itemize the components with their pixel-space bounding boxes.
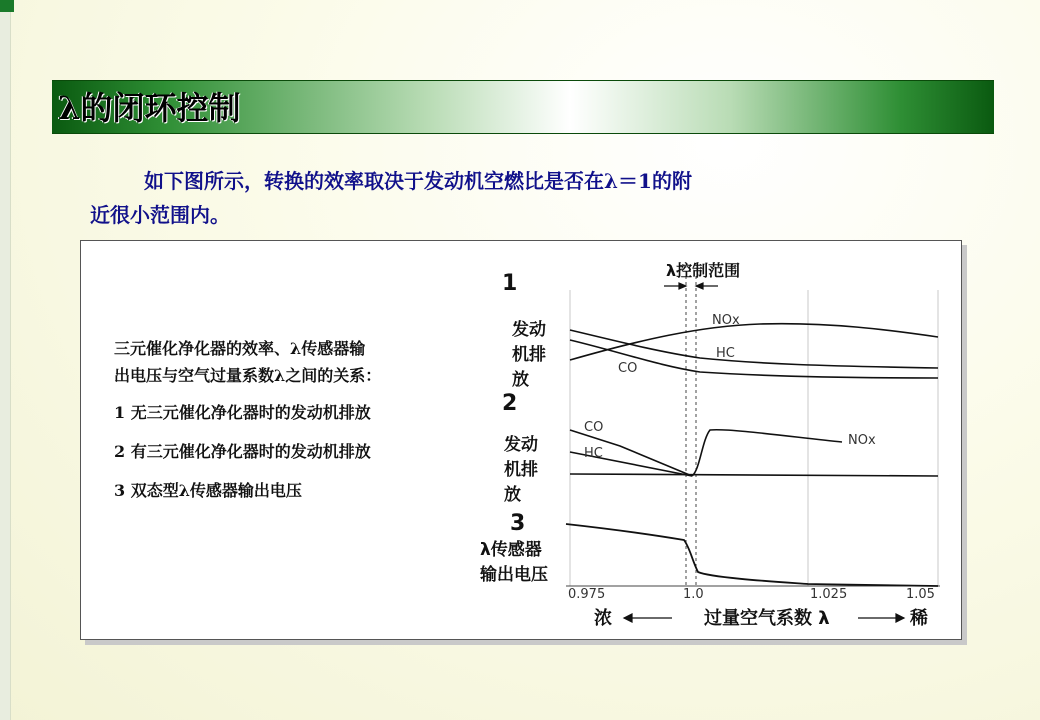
panel-3-ylabel-line-1: λ传感器 (480, 540, 542, 560)
p2-hc-label: HC (584, 446, 603, 461)
axis-rich-label: 浓 (594, 608, 612, 629)
panel-1-ylabel-line-1: 发动 (512, 320, 546, 340)
panel-2-number: 2 (502, 391, 518, 416)
control-range-dashed-lines (686, 276, 696, 586)
x-tick-0975: 0.975 (568, 587, 606, 602)
p1-nox-label: NOx (712, 313, 740, 328)
description-heading-line-1: 三元催化净化器的效率、λ传感器输 (114, 339, 366, 358)
x-tick-1025: 1.025 (810, 587, 848, 602)
panel-2-curves (570, 430, 938, 476)
lean-arrowhead (896, 614, 904, 622)
rich-arrowhead (624, 614, 632, 622)
vertical-gridlines (570, 290, 938, 586)
x-tick-10: 1.0 (683, 587, 704, 602)
intro-line-1: 如下图所示，转换的效率取决于发动机空燃比是否在λ＝1的附 (144, 169, 692, 193)
control-range-arrowhead-right (696, 283, 703, 289)
slide-title: λ的闭环控制 (58, 89, 241, 127)
panel-1-number: 1 (502, 271, 518, 296)
description-item-1: 1 无三元催化净化器时的发动机排放 (114, 403, 371, 422)
p2-nox-label: NOx (848, 433, 876, 448)
control-range-marker (664, 283, 718, 289)
description-heading-line-2: 出电压与空气过量系数λ之间的关系： (114, 366, 382, 385)
panel-1-ylabel-line-2: 机排 (512, 345, 546, 365)
p2-baseline (570, 474, 938, 476)
panel-2-ylabel-line-1: 发动 (504, 435, 538, 455)
axis-lean-label: 稀 (910, 608, 928, 629)
sensor-voltage-curve (566, 524, 938, 586)
description-item-3: 3 双态型λ传感器输出电压 (114, 481, 302, 500)
p1-hc-label: HC (716, 346, 735, 361)
x-tick-105: 1.05 (906, 587, 935, 602)
panel-1-ylabel-line-3: 放 (512, 370, 529, 390)
panel-2-ylabel-line-2: 机排 (504, 460, 538, 480)
panel-2-ylabel-line-3: 放 (504, 485, 521, 505)
description-item-2: 2 有三元催化净化器时的发动机排放 (114, 442, 371, 461)
p1-co-label: CO (618, 361, 638, 376)
panel-3-ylabel-line-2: 输出电压 (480, 565, 548, 585)
p2-nox-curve (692, 430, 842, 476)
p2-co-label: CO (584, 420, 604, 435)
panel-3-curves (566, 524, 938, 586)
control-range-label: λ控制范围 (666, 261, 741, 280)
panel-3-number: 3 (510, 511, 526, 536)
control-range-arrowhead-left (679, 283, 686, 289)
intro-line-2: 近很小范围内。 (90, 203, 230, 227)
axis-center-label: 过量空气系数 λ (704, 608, 830, 629)
